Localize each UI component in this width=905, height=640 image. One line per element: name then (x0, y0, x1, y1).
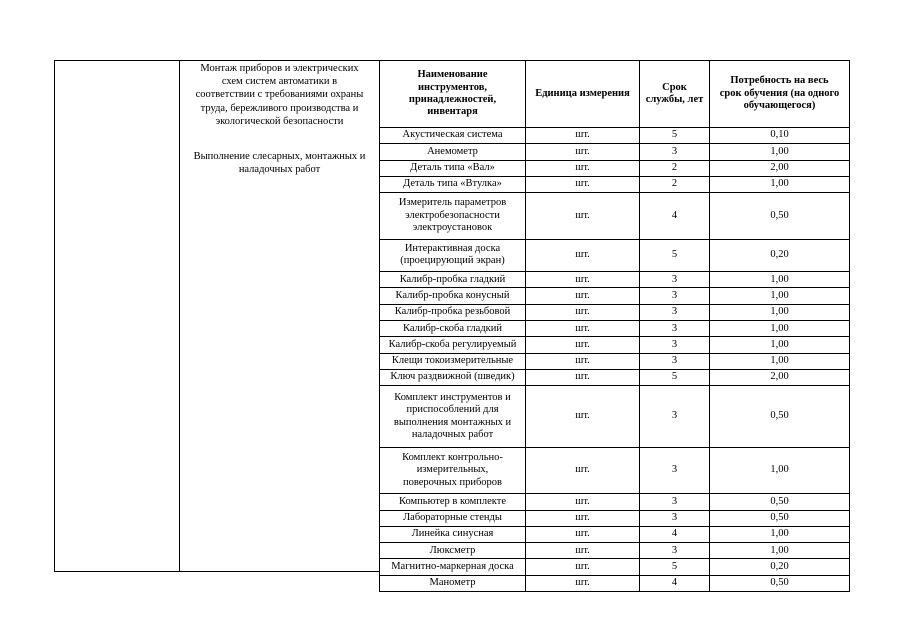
table-row (380, 559, 850, 575)
table-row (380, 288, 850, 304)
service-life-cell: 3 (640, 288, 710, 304)
item-name-cell: Акустическая система (380, 128, 526, 144)
requirement-cell: 1,00 (710, 447, 850, 494)
service-life-cell: 2 (640, 176, 710, 192)
unit-cell: шт. (526, 288, 640, 304)
requirement-cell: 0,50 (710, 386, 850, 448)
item-name-cell: Компьютер в комплекте (380, 494, 526, 510)
requirement-cell: 0,20 (710, 559, 850, 575)
service-life-cell: 4 (640, 575, 710, 591)
unit-cell: шт. (526, 543, 640, 559)
table-row (380, 575, 850, 591)
unit-cell: шт. (526, 193, 640, 240)
requirement-cell: 0,20 (710, 239, 850, 272)
item-name-cell: Комплект контрольно- измерительных, поверочных приборов (380, 447, 526, 494)
unit-cell: шт. (526, 353, 640, 369)
unit-cell: шт. (526, 160, 640, 176)
requirement-cell: 0,50 (710, 193, 850, 240)
service-life-cell: 3 (640, 144, 710, 160)
service-life-cell: 3 (640, 543, 710, 559)
service-life-cell: 3 (640, 510, 710, 526)
requirement-cell: 2,00 (710, 160, 850, 176)
requirement-cell: 0,50 (710, 510, 850, 526)
item-name-cell: Комплект инструментов и приспособлений для выполнения монтажных и наладочных работ (380, 386, 526, 448)
requirement-cell: 1,00 (710, 288, 850, 304)
service-life-cell: 3 (640, 321, 710, 337)
unit-cell: шт. (526, 321, 640, 337)
service-life-cell: 4 (640, 526, 710, 542)
item-name-cell: Калибр-скоба гладкий (380, 321, 526, 337)
table-row (380, 239, 850, 272)
requirement-cell: 0,10 (710, 128, 850, 144)
requirement-cell: 1,00 (710, 526, 850, 542)
table-row (380, 526, 850, 542)
table-row (380, 447, 850, 494)
unit-cell: шт. (526, 510, 640, 526)
table-row (380, 144, 850, 160)
unit-cell: шт. (526, 386, 640, 448)
service-life-cell: 5 (640, 369, 710, 385)
item-name-cell: Магнитно-маркерная доска (380, 559, 526, 575)
item-name-cell: Калибр-пробка резьбовой (380, 304, 526, 320)
requirement-cell: 0,50 (710, 494, 850, 510)
requirement-cell: 2,00 (710, 369, 850, 385)
item-name-cell: Калибр-пробка гладкий (380, 272, 526, 288)
requirement-cell: 1,00 (710, 353, 850, 369)
item-name-cell: Ключ раздвижной (шведик) (380, 369, 526, 385)
requirement-cell: 1,00 (710, 321, 850, 337)
item-name-cell: Анемометр (380, 144, 526, 160)
header-requirement: Потребность на весь срок обучения (на одного обучающегося) (710, 61, 850, 128)
service-life-cell: 5 (640, 239, 710, 272)
table-row (380, 176, 850, 192)
requirement-cell: 1,00 (710, 543, 850, 559)
item-name-cell: Линейка синусная (380, 526, 526, 542)
table-row (380, 353, 850, 369)
service-life-cell: 3 (640, 353, 710, 369)
item-name-cell: Измеритель параметров электробезопасности электроустановок (380, 193, 526, 240)
service-life-cell: 5 (640, 559, 710, 575)
table-row (380, 543, 850, 559)
empty-column-cell (54, 60, 180, 572)
unit-cell: шт. (526, 144, 640, 160)
table-row (380, 160, 850, 176)
unit-cell: шт. (526, 494, 640, 510)
unit-cell: шт. (526, 526, 640, 542)
table-row (380, 369, 850, 385)
table-row (380, 304, 850, 320)
item-name-cell: Клещи токоизмерительные (380, 353, 526, 369)
paragraph-gap (181, 128, 378, 150)
service-life-cell: 3 (640, 447, 710, 494)
requirement-cell: 1,00 (710, 337, 850, 353)
table-row (380, 386, 850, 448)
table-header-row (380, 61, 850, 128)
service-life-cell: 5 (640, 128, 710, 144)
service-life-cell: 3 (640, 386, 710, 448)
requirement-cell: 1,00 (710, 304, 850, 320)
unit-cell: шт. (526, 447, 640, 494)
unit-cell: шт. (526, 272, 640, 288)
unit-cell: шт. (526, 304, 640, 320)
table-row (380, 337, 850, 353)
item-name-cell: Калибр-скоба регулируемый (380, 337, 526, 353)
item-name-cell: Лабораторные стенды (380, 510, 526, 526)
competency-paragraph-1: Монтаж приборов и электрических схем систем автоматики в соответствии с требованиями охраны труда, бережливого производства и экологической безопасности (195, 63, 364, 127)
unit-cell: шт. (526, 239, 640, 272)
item-name-cell: Деталь типа «Вал» (380, 160, 526, 176)
competency-cell (179, 60, 380, 572)
table-row (380, 494, 850, 510)
unit-cell: шт. (526, 128, 640, 144)
requirement-cell: 1,00 (710, 272, 850, 288)
service-life-cell: 3 (640, 304, 710, 320)
service-life-cell: 2 (640, 160, 710, 176)
unit-cell: шт. (526, 575, 640, 591)
item-name-cell: Калибр-пробка конусный (380, 288, 526, 304)
unit-cell: шт. (526, 369, 640, 385)
header-unit: Единица измерения (526, 61, 640, 128)
table-row (380, 272, 850, 288)
unit-cell: шт. (526, 176, 640, 192)
service-life-cell: 3 (640, 494, 710, 510)
requirement-cell: 1,00 (710, 144, 850, 160)
table-row (380, 321, 850, 337)
item-name-cell: Люксметр (380, 543, 526, 559)
table-row (380, 193, 850, 240)
unit-cell: шт. (526, 559, 640, 575)
requirement-cell: 1,00 (710, 176, 850, 192)
item-name-cell: Манометр (380, 575, 526, 591)
item-name-cell: Интерактивная доска (проецирующий экран) (380, 239, 526, 272)
table-row (380, 510, 850, 526)
table-row (380, 128, 850, 144)
requirement-cell: 0,50 (710, 575, 850, 591)
competency-paragraph-2: Выполнение слесарных, монтажных и наладочных работ (193, 151, 366, 176)
service-life-cell: 3 (640, 272, 710, 288)
service-life-cell: 4 (640, 193, 710, 240)
header-name: Наименование инструментов, принадлежностей, инвентаря (380, 61, 526, 128)
unit-cell: шт. (526, 337, 640, 353)
header-service-life: Срок службы, лет (640, 61, 710, 128)
equipment-table (379, 60, 850, 592)
service-life-cell: 3 (640, 337, 710, 353)
item-name-cell: Деталь типа «Втулка» (380, 176, 526, 192)
